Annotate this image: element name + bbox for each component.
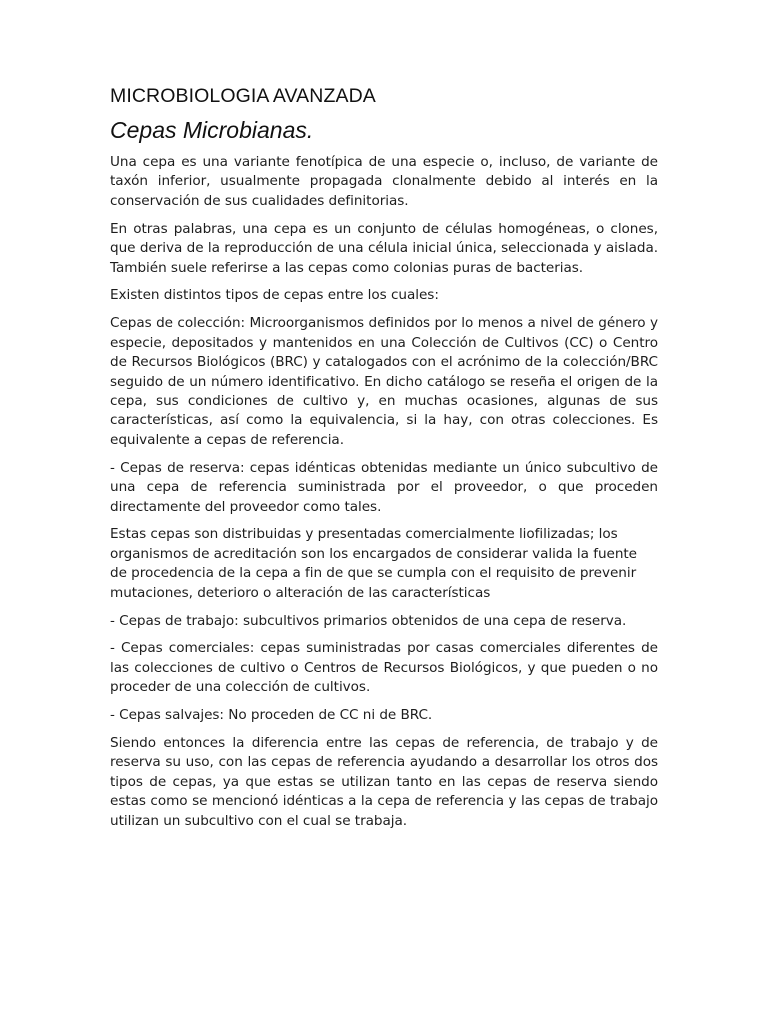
paragraph-lyophilized: Estas cepas son distribuidas y presentadas comercialmente liofilizadas; los organismos de acreditación son los encargados de considerar valida la fuente de procedencia de la cepa a fin de que se cumpla con el requisito de prevenir mutaciones, deterioro o alteración de las características xyxy=(110,526,637,601)
paragraph-collection-strains: Cepas de colección: Microorganismos definidos por lo menos a nivel de género y especie, depositados y mantenidos en una Colección de Cultivos (CC) o Centro de Recursos Biológicos (BRC) y catalogados con el acrónimo de la colección/BRC seguido de un número identificativo. En dicho catálogo se reseña el origen de la cepa, sus condiciones de cultivo y, en muchas ocasiones, algunas de sus características, así como la equivalencia, si la hay, con otras colecciones. Es equivalente a cepas de referencia. xyxy=(110,315,658,448)
paragraph-commercial-strains: - Cepas comerciales: cepas suministradas por casas comerciales diferentes de las colecciones de cultivo o Centros de Recursos Biológicos, y que pueden o no proceder de una colección de cultivos. xyxy=(110,640,658,696)
paragraph-reserve-strains: - Cepas de reserva: cepas idénticas obtenidas mediante un único subcultivo de una cepa de referencia suministrada por el proveedor, o que proceden directamente del proveedor como tales. xyxy=(110,459,658,515)
paragraph-clones: En otras palabras, una cepa es un conjunto de células homogéneas, o clones, que deriva de la reproducción de una célula inicial única, seleccionada y aislada. También suele referirse a las cepas como colonias puras de bacterias. xyxy=(110,220,658,276)
paragraph-definition: Una cepa es una variante fenotípica de una especie o, incluso, de variante de taxón inferior, usualmente propagada clonalmente debido al interés en la conservación de sus cualidades definitorias. xyxy=(110,154,658,209)
paragraph-working-strains: - Cepas de trabajo: subcultivos primarios obtenidos de una cepa de reserva. xyxy=(110,612,627,629)
paragraph-conclusion: Siendo entonces la diferencia entre las cepas de referencia, de trabajo y de reserva su uso, con las cepas de referencia ayudando a desarrollar los otros dos tipos de cepas, ya que estas se utilizan tanto en las cepas de reserva siendo estas como se mencionó idénticas a la cepa de referencia y las cepas de trabajo utilizan un subcultivo con el cual se trabaja. xyxy=(110,735,658,829)
document-body xyxy=(110,84,658,840)
paragraph-types-intro: Existen distintos tipos de cepas entre los cuales: xyxy=(110,287,439,304)
document-title: MICROBIOLOGIA AVANZADA xyxy=(110,85,376,107)
paragraph-list xyxy=(110,153,658,831)
section-heading: Cepas Microbianas. xyxy=(110,117,314,143)
paragraph-wild-strains: - Cepas salvajes: No proceden de CC ni de BRC. xyxy=(110,707,433,724)
